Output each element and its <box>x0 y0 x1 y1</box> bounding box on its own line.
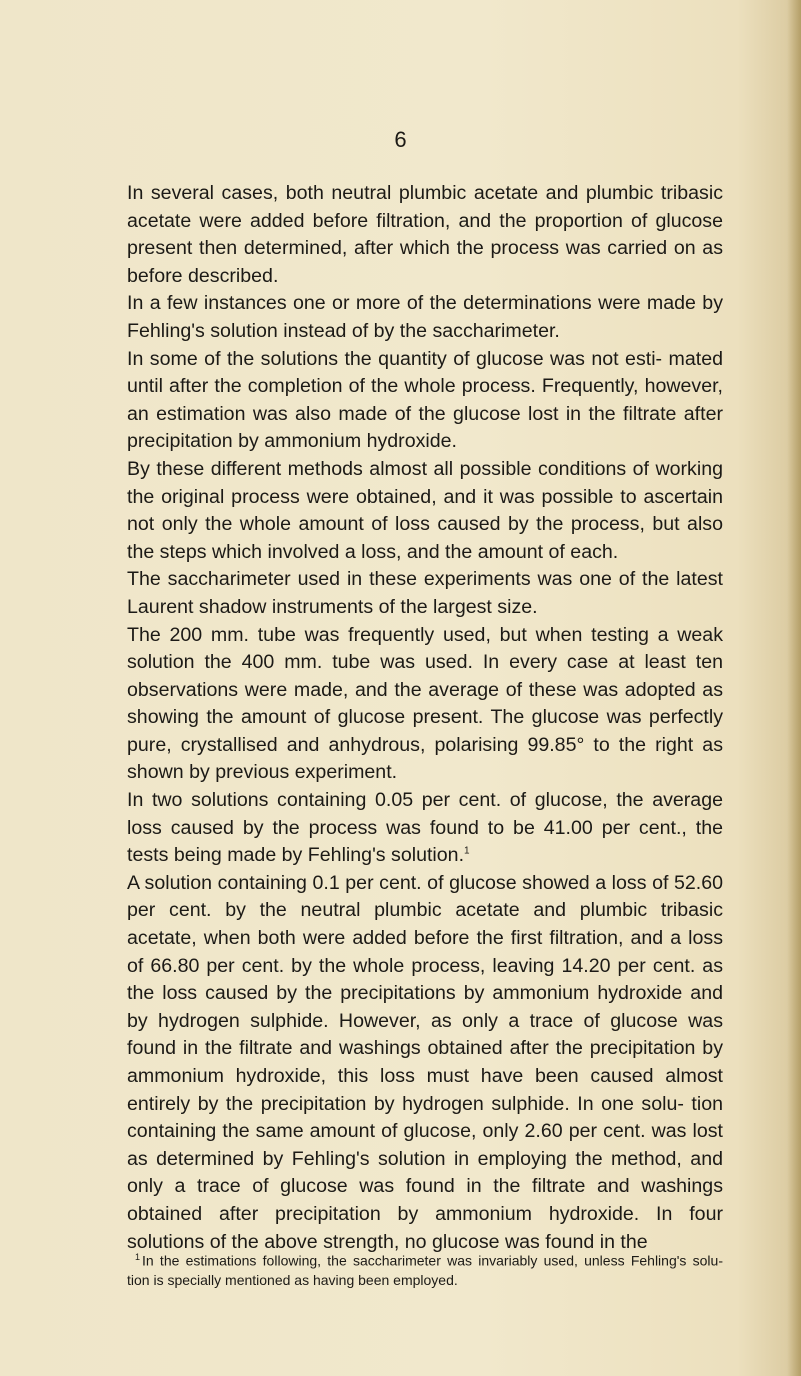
footnote-mark: 1 <box>135 1252 141 1262</box>
paragraph-3: In some of the solutions the quantity of glucose was not esti- mated until after the completion of the whole process. Frequently, however, an estimation was also made of the glucose lost in the filtrate after precipitation by ammonium hydroxide. <box>127 347 723 453</box>
footnote-text: In the estimations following, the saccharimeter was invariably used, unless Fehling's solu- tion is specially mentioned as having been employed. <box>127 1252 723 1288</box>
paragraph-4: By these different methods almost all possible conditions of working the original process were obtained, and it was possible to ascertain not only the whole amount of loss caused by the process, but also the steps which involved a loss, and the amount of each. <box>127 457 723 563</box>
paragraph-2: In a few instances one or more of the determinations were made by Fehling's solution instead of by the saccharimeter. <box>127 292 723 342</box>
paragraph-1: In several cases, both neutral plumbic acetate and plumbic tribasic acetate were added before filtration, and the proportion of glucose present then determined, after which the process was carried on as before described. <box>127 182 723 287</box>
page-number: 6 <box>394 127 407 152</box>
paragraph-5: The saccharimeter used in these experiments was one of the latest Laurent shadow instruments of the largest size. <box>127 568 723 618</box>
page-edge-shadow <box>787 0 801 1376</box>
paragraph-7 <box>127 787 723 870</box>
footnote-reference[interactable]: 1 <box>464 845 470 857</box>
paragraph-7-text: In two solutions containing 0.05 per cent. of glucose, the average loss caused by the process was found to be 41.00 per cent., the tests being made by Fehling's solution. <box>127 789 723 867</box>
paragraph-6: The 200 mm. tube was frequently used, but when testing a weak solution the 400 mm. tube was used. In every case at least ten observations were made, and the average of these was adopted as showing the amount of glucose present. The glucose was perfectly pure, crystallised and anhydrous, polarising 99.85° to the right as shown by previous experiment. <box>127 623 723 784</box>
body-text <box>127 180 723 1256</box>
paragraph-8: A solution containing 0.1 per cent. of glucose showed a loss of 52.60 per cent. by the neutral plumbic acetate and plumbic tribasic acetate, when both were added before the first filtration, and a loss of 66.80 per cent. by the whole process, leaving 14.20 per cent. as the loss caused by the precipitations by ammonium hydroxide and by hydrogen sulphide. However, as only a trace of glucose was found in the filtrate and washings obtained after the precipitation by ammonium hydroxide, this loss must have been caused almost entirely by the precipitation by hydrogen sulphide. In one solu- tion containing the same amount of glucose, only 2.60 per cent. was lost as determined by Fehling's solution in employing the method, and only a trace of glucose was found in the filtrate and washings obtained after precipitation by ammonium hydroxide. In four solutions of the above strength, no glucose was found in the <box>127 871 723 1253</box>
footnote <box>127 1248 723 1290</box>
